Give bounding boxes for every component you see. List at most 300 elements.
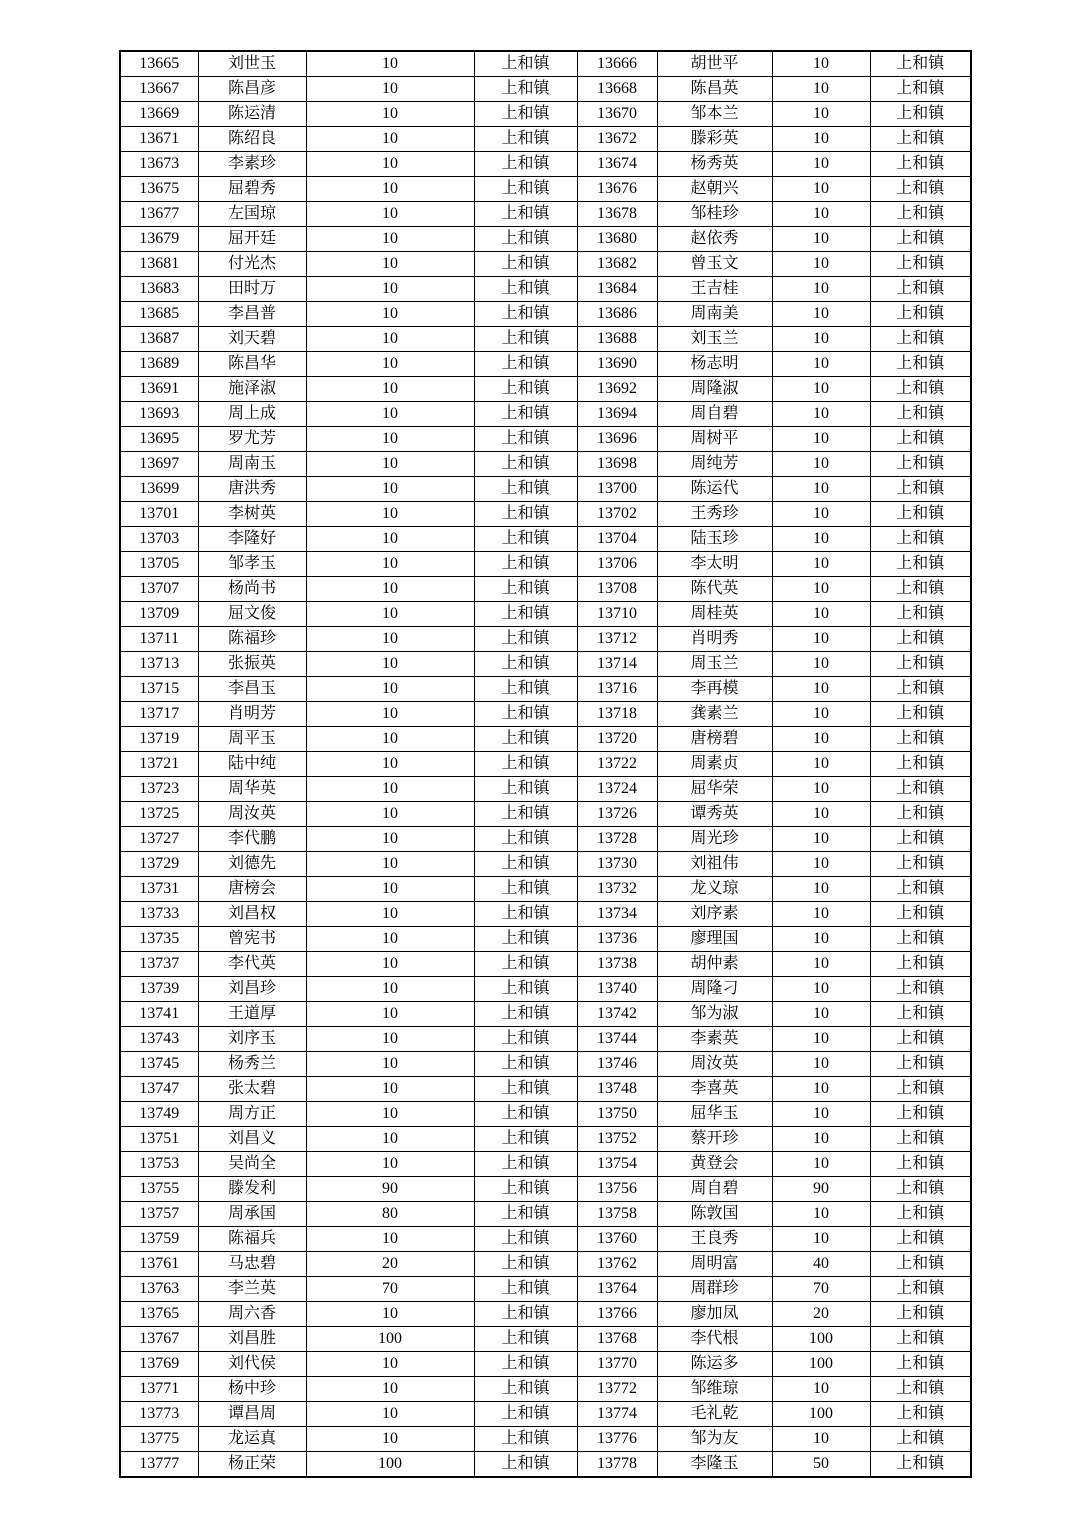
person-name-cell: 刘昌义 <box>198 1127 306 1152</box>
record-id-cell: 13737 <box>120 952 198 977</box>
person-name-cell: 周明富 <box>657 1252 772 1277</box>
record-id-cell: 13710 <box>577 602 657 627</box>
table-row <box>120 327 971 352</box>
town-cell: 上和镇 <box>870 127 971 152</box>
town-cell: 上和镇 <box>870 652 971 677</box>
record-id-cell: 13778 <box>577 1452 657 1478</box>
amount-cell: 10 <box>772 652 870 677</box>
person-name-cell: 陈昌华 <box>198 352 306 377</box>
amount-cell: 10 <box>772 502 870 527</box>
town-cell: 上和镇 <box>870 827 971 852</box>
table-row <box>120 1202 971 1227</box>
person-name-cell: 陈福兵 <box>198 1227 306 1252</box>
amount-cell: 80 <box>306 1202 474 1227</box>
town-cell: 上和镇 <box>474 502 577 527</box>
person-name-cell: 周六香 <box>198 1302 306 1327</box>
record-id-cell: 13672 <box>577 127 657 152</box>
person-name-cell: 李兰英 <box>198 1277 306 1302</box>
amount-cell: 70 <box>772 1277 870 1302</box>
town-cell: 上和镇 <box>870 477 971 502</box>
amount-cell: 10 <box>772 227 870 252</box>
person-name-cell: 周玉兰 <box>657 652 772 677</box>
person-name-cell: 龚素兰 <box>657 702 772 727</box>
record-id-cell: 13718 <box>577 702 657 727</box>
town-cell: 上和镇 <box>474 1027 577 1052</box>
person-name-cell: 杨志明 <box>657 352 772 377</box>
amount-cell: 10 <box>306 552 474 577</box>
person-name-cell: 刘序玉 <box>198 1027 306 1052</box>
person-name-cell: 周南美 <box>657 302 772 327</box>
record-id-cell: 13772 <box>577 1377 657 1402</box>
amount-cell: 10 <box>772 527 870 552</box>
town-cell: 上和镇 <box>474 1452 577 1478</box>
person-name-cell: 周隆刁 <box>657 977 772 1002</box>
town-cell: 上和镇 <box>474 702 577 727</box>
town-cell: 上和镇 <box>474 1402 577 1427</box>
table-row <box>120 252 971 277</box>
amount-cell: 10 <box>772 777 870 802</box>
amount-cell: 10 <box>772 1152 870 1177</box>
record-id-cell: 13735 <box>120 927 198 952</box>
table-row <box>120 1152 971 1177</box>
person-name-cell: 周方正 <box>198 1102 306 1127</box>
table-row <box>120 452 971 477</box>
amount-cell: 10 <box>772 477 870 502</box>
record-id-cell: 13764 <box>577 1277 657 1302</box>
town-cell: 上和镇 <box>474 1427 577 1452</box>
town-cell: 上和镇 <box>474 402 577 427</box>
amount-cell: 10 <box>772 1127 870 1152</box>
person-name-cell: 陈运代 <box>657 477 772 502</box>
town-cell: 上和镇 <box>474 227 577 252</box>
town-cell: 上和镇 <box>870 502 971 527</box>
person-name-cell: 陈运清 <box>198 102 306 127</box>
town-cell: 上和镇 <box>474 177 577 202</box>
town-cell: 上和镇 <box>474 877 577 902</box>
person-name-cell: 邹本兰 <box>657 102 772 127</box>
town-cell: 上和镇 <box>474 51 577 77</box>
table-row <box>120 577 971 602</box>
person-name-cell: 肖明秀 <box>657 627 772 652</box>
person-name-cell: 陆玉珍 <box>657 527 772 552</box>
town-cell: 上和镇 <box>870 1327 971 1352</box>
person-name-cell: 刘序素 <box>657 902 772 927</box>
amount-cell: 10 <box>306 127 474 152</box>
town-cell: 上和镇 <box>474 1102 577 1127</box>
amount-cell: 10 <box>772 302 870 327</box>
town-cell: 上和镇 <box>870 1452 971 1478</box>
table-row <box>120 227 971 252</box>
amount-cell: 10 <box>772 702 870 727</box>
town-cell: 上和镇 <box>474 127 577 152</box>
person-name-cell: 谭秀英 <box>657 802 772 827</box>
record-id-cell: 13722 <box>577 752 657 777</box>
record-id-cell: 13719 <box>120 727 198 752</box>
town-cell: 上和镇 <box>870 1302 971 1327</box>
person-name-cell: 王秀珍 <box>657 502 772 527</box>
person-name-cell: 胡仲素 <box>657 952 772 977</box>
record-id-cell: 13731 <box>120 877 198 902</box>
record-id-cell: 13732 <box>577 877 657 902</box>
person-name-cell: 周汝英 <box>657 1052 772 1077</box>
amount-cell: 10 <box>772 152 870 177</box>
record-id-cell: 13754 <box>577 1152 657 1177</box>
amount-cell: 50 <box>772 1452 870 1478</box>
table-row <box>120 77 971 102</box>
town-cell: 上和镇 <box>474 1127 577 1152</box>
record-id-cell: 13716 <box>577 677 657 702</box>
table-row <box>120 652 971 677</box>
amount-cell: 10 <box>306 1002 474 1027</box>
person-name-cell: 滕发利 <box>198 1177 306 1202</box>
town-cell: 上和镇 <box>474 77 577 102</box>
person-name-cell: 赵依秀 <box>657 227 772 252</box>
table-row <box>120 552 971 577</box>
amount-cell: 10 <box>306 752 474 777</box>
town-cell: 上和镇 <box>870 552 971 577</box>
person-name-cell: 廖加凤 <box>657 1302 772 1327</box>
amount-cell: 10 <box>772 552 870 577</box>
record-id-cell: 13761 <box>120 1252 198 1277</box>
person-name-cell: 廖理国 <box>657 927 772 952</box>
person-name-cell: 周承国 <box>198 1202 306 1227</box>
town-cell: 上和镇 <box>870 677 971 702</box>
person-name-cell: 李素英 <box>657 1027 772 1052</box>
amount-cell: 10 <box>306 1027 474 1052</box>
record-id-cell: 13684 <box>577 277 657 302</box>
amount-cell: 10 <box>306 802 474 827</box>
person-name-cell: 陈昌彦 <box>198 77 306 102</box>
amount-cell: 10 <box>772 1052 870 1077</box>
roster-table <box>119 50 972 1478</box>
table-row <box>120 952 971 977</box>
person-name-cell: 周群珍 <box>657 1277 772 1302</box>
record-id-cell: 13667 <box>120 77 198 102</box>
town-cell: 上和镇 <box>870 952 971 977</box>
town-cell: 上和镇 <box>474 677 577 702</box>
amount-cell: 10 <box>306 852 474 877</box>
town-cell: 上和镇 <box>474 777 577 802</box>
town-cell: 上和镇 <box>870 1352 971 1377</box>
town-cell: 上和镇 <box>870 1427 971 1452</box>
record-id-cell: 13677 <box>120 202 198 227</box>
amount-cell: 100 <box>306 1327 474 1352</box>
town-cell: 上和镇 <box>474 452 577 477</box>
town-cell: 上和镇 <box>870 852 971 877</box>
person-name-cell: 邹为友 <box>657 1427 772 1452</box>
town-cell: 上和镇 <box>474 302 577 327</box>
record-id-cell: 13688 <box>577 327 657 352</box>
person-name-cell: 李再模 <box>657 677 772 702</box>
amount-cell: 10 <box>306 352 474 377</box>
table-row <box>120 852 971 877</box>
amount-cell: 10 <box>772 352 870 377</box>
person-name-cell: 周自碧 <box>657 1177 772 1202</box>
amount-cell: 10 <box>772 1002 870 1027</box>
amount-cell: 10 <box>306 1302 474 1327</box>
person-name-cell: 陈福珍 <box>198 627 306 652</box>
record-id-cell: 13766 <box>577 1302 657 1327</box>
table-row <box>120 1127 971 1152</box>
record-id-cell: 13751 <box>120 1127 198 1152</box>
town-cell: 上和镇 <box>870 1227 971 1252</box>
amount-cell: 10 <box>306 102 474 127</box>
record-id-cell: 13746 <box>577 1052 657 1077</box>
record-id-cell: 13748 <box>577 1077 657 1102</box>
town-cell: 上和镇 <box>474 377 577 402</box>
town-cell: 上和镇 <box>870 1252 971 1277</box>
town-cell: 上和镇 <box>474 1052 577 1077</box>
amount-cell: 10 <box>306 302 474 327</box>
person-name-cell: 龙运真 <box>198 1427 306 1452</box>
record-id-cell: 13747 <box>120 1077 198 1102</box>
town-cell: 上和镇 <box>870 902 971 927</box>
amount-cell: 10 <box>306 152 474 177</box>
record-id-cell: 13744 <box>577 1027 657 1052</box>
amount-cell: 10 <box>772 177 870 202</box>
record-id-cell: 13753 <box>120 1152 198 1177</box>
person-name-cell: 李昌玉 <box>198 677 306 702</box>
record-id-cell: 13689 <box>120 352 198 377</box>
table-row <box>120 1352 971 1377</box>
town-cell: 上和镇 <box>870 1202 971 1227</box>
town-cell: 上和镇 <box>870 577 971 602</box>
record-id-cell: 13686 <box>577 302 657 327</box>
person-name-cell: 周汝英 <box>198 802 306 827</box>
record-id-cell: 13673 <box>120 152 198 177</box>
table-row <box>120 1402 971 1427</box>
person-name-cell: 邹为淑 <box>657 1002 772 1027</box>
table-row <box>120 1277 971 1302</box>
town-cell: 上和镇 <box>474 327 577 352</box>
record-id-cell: 13691 <box>120 377 198 402</box>
record-id-cell: 13680 <box>577 227 657 252</box>
amount-cell: 10 <box>306 1402 474 1427</box>
amount-cell: 10 <box>306 252 474 277</box>
amount-cell: 10 <box>772 977 870 1002</box>
amount-cell: 10 <box>306 452 474 477</box>
town-cell: 上和镇 <box>870 427 971 452</box>
record-id-cell: 13733 <box>120 902 198 927</box>
town-cell: 上和镇 <box>474 527 577 552</box>
amount-cell: 10 <box>772 1427 870 1452</box>
person-name-cell: 屈华玉 <box>657 1102 772 1127</box>
amount-cell: 10 <box>306 202 474 227</box>
town-cell: 上和镇 <box>474 1077 577 1102</box>
person-name-cell: 周平玉 <box>198 727 306 752</box>
amount-cell: 10 <box>306 1102 474 1127</box>
amount-cell: 10 <box>772 927 870 952</box>
person-name-cell: 刘世玉 <box>198 51 306 77</box>
amount-cell: 10 <box>772 727 870 752</box>
record-id-cell: 13715 <box>120 677 198 702</box>
record-id-cell: 13714 <box>577 652 657 677</box>
person-name-cell: 邹孝玉 <box>198 552 306 577</box>
town-cell: 上和镇 <box>474 1177 577 1202</box>
amount-cell: 10 <box>306 402 474 427</box>
record-id-cell: 13740 <box>577 977 657 1002</box>
town-cell: 上和镇 <box>474 1152 577 1177</box>
table-row <box>120 377 971 402</box>
town-cell: 上和镇 <box>870 877 971 902</box>
person-name-cell: 周隆淑 <box>657 377 772 402</box>
town-cell: 上和镇 <box>870 302 971 327</box>
person-name-cell: 邹桂珍 <box>657 202 772 227</box>
record-id-cell: 13775 <box>120 1427 198 1452</box>
town-cell: 上和镇 <box>474 427 577 452</box>
amount-cell: 100 <box>772 1352 870 1377</box>
record-id-cell: 13709 <box>120 602 198 627</box>
person-name-cell: 施泽淑 <box>198 377 306 402</box>
town-cell: 上和镇 <box>474 552 577 577</box>
town-cell: 上和镇 <box>474 1377 577 1402</box>
person-name-cell: 李隆玉 <box>657 1452 772 1478</box>
record-id-cell: 13752 <box>577 1127 657 1152</box>
record-id-cell: 13713 <box>120 652 198 677</box>
person-name-cell: 杨中珍 <box>198 1377 306 1402</box>
record-id-cell: 13750 <box>577 1102 657 1127</box>
record-id-cell: 13712 <box>577 627 657 652</box>
town-cell: 上和镇 <box>474 152 577 177</box>
person-name-cell: 王吉桂 <box>657 277 772 302</box>
amount-cell: 10 <box>306 1127 474 1152</box>
table-row <box>120 402 971 427</box>
amount-cell: 10 <box>306 652 474 677</box>
table-row <box>120 877 971 902</box>
town-cell: 上和镇 <box>474 902 577 927</box>
person-name-cell: 张太碧 <box>198 1077 306 1102</box>
town-cell: 上和镇 <box>474 977 577 1002</box>
town-cell: 上和镇 <box>870 402 971 427</box>
town-cell: 上和镇 <box>870 927 971 952</box>
roster-body <box>120 51 971 1477</box>
town-cell: 上和镇 <box>870 777 971 802</box>
amount-cell: 10 <box>772 877 870 902</box>
record-id-cell: 13745 <box>120 1052 198 1077</box>
table-row <box>120 51 971 77</box>
amount-cell: 10 <box>772 952 870 977</box>
record-id-cell: 13768 <box>577 1327 657 1352</box>
amount-cell: 10 <box>772 252 870 277</box>
person-name-cell: 陈代英 <box>657 577 772 602</box>
record-id-cell: 13728 <box>577 827 657 852</box>
table-row <box>120 502 971 527</box>
person-name-cell: 王道厚 <box>198 1002 306 1027</box>
town-cell: 上和镇 <box>870 1377 971 1402</box>
town-cell: 上和镇 <box>474 627 577 652</box>
record-id-cell: 13743 <box>120 1027 198 1052</box>
town-cell: 上和镇 <box>870 1102 971 1127</box>
record-id-cell: 13776 <box>577 1427 657 1452</box>
amount-cell: 10 <box>306 777 474 802</box>
town-cell: 上和镇 <box>870 702 971 727</box>
amount-cell: 10 <box>306 1352 474 1377</box>
amount-cell: 10 <box>772 627 870 652</box>
town-cell: 上和镇 <box>870 177 971 202</box>
person-name-cell: 刘德先 <box>198 852 306 877</box>
amount-cell: 10 <box>772 852 870 877</box>
record-id-cell: 13690 <box>577 352 657 377</box>
person-name-cell: 李昌普 <box>198 302 306 327</box>
record-id-cell: 13687 <box>120 327 198 352</box>
table-row <box>120 1177 971 1202</box>
record-id-cell: 13702 <box>577 502 657 527</box>
person-name-cell: 陈绍良 <box>198 127 306 152</box>
town-cell: 上和镇 <box>474 1277 577 1302</box>
table-row <box>120 727 971 752</box>
amount-cell: 10 <box>306 1077 474 1102</box>
amount-cell: 10 <box>306 1427 474 1452</box>
table-row <box>120 977 971 1002</box>
record-id-cell: 13739 <box>120 977 198 1002</box>
town-cell: 上和镇 <box>474 802 577 827</box>
amount-cell: 10 <box>772 77 870 102</box>
amount-cell: 40 <box>772 1252 870 1277</box>
amount-cell: 10 <box>306 827 474 852</box>
town-cell: 上和镇 <box>474 277 577 302</box>
record-id-cell: 13765 <box>120 1302 198 1327</box>
table-row <box>120 827 971 852</box>
town-cell: 上和镇 <box>870 802 971 827</box>
person-name-cell: 杨秀兰 <box>198 1052 306 1077</box>
person-name-cell: 滕彩英 <box>657 127 772 152</box>
person-name-cell: 周上成 <box>198 402 306 427</box>
person-name-cell: 陆中纯 <box>198 752 306 777</box>
record-id-cell: 13767 <box>120 1327 198 1352</box>
record-id-cell: 13706 <box>577 552 657 577</box>
record-id-cell: 13693 <box>120 402 198 427</box>
town-cell: 上和镇 <box>870 202 971 227</box>
town-cell: 上和镇 <box>870 1052 971 1077</box>
person-name-cell: 李代鹏 <box>198 827 306 852</box>
record-id-cell: 13671 <box>120 127 198 152</box>
table-row <box>120 152 971 177</box>
table-row <box>120 677 971 702</box>
table-row <box>120 1252 971 1277</box>
record-id-cell: 13703 <box>120 527 198 552</box>
amount-cell: 100 <box>772 1327 870 1352</box>
table-row <box>120 177 971 202</box>
person-name-cell: 杨尚书 <box>198 577 306 602</box>
table-row <box>120 1302 971 1327</box>
person-name-cell: 屈碧秀 <box>198 177 306 202</box>
person-name-cell: 李隆好 <box>198 527 306 552</box>
amount-cell: 10 <box>772 602 870 627</box>
town-cell: 上和镇 <box>870 1277 971 1302</box>
amount-cell: 10 <box>306 527 474 552</box>
record-id-cell: 13760 <box>577 1227 657 1252</box>
record-id-cell: 13721 <box>120 752 198 777</box>
record-id-cell: 13724 <box>577 777 657 802</box>
record-id-cell: 13669 <box>120 102 198 127</box>
amount-cell: 10 <box>772 377 870 402</box>
amount-cell: 10 <box>772 452 870 477</box>
amount-cell: 20 <box>306 1252 474 1277</box>
record-id-cell: 13708 <box>577 577 657 602</box>
town-cell: 上和镇 <box>870 327 971 352</box>
amount-cell: 10 <box>306 902 474 927</box>
amount-cell: 10 <box>306 1377 474 1402</box>
table-row <box>120 1002 971 1027</box>
amount-cell: 10 <box>772 202 870 227</box>
person-name-cell: 刘昌胜 <box>198 1327 306 1352</box>
record-id-cell: 13759 <box>120 1227 198 1252</box>
town-cell: 上和镇 <box>474 1202 577 1227</box>
record-id-cell: 13678 <box>577 202 657 227</box>
person-name-cell: 周华英 <box>198 777 306 802</box>
record-id-cell: 13727 <box>120 827 198 852</box>
amount-cell: 10 <box>772 1202 870 1227</box>
